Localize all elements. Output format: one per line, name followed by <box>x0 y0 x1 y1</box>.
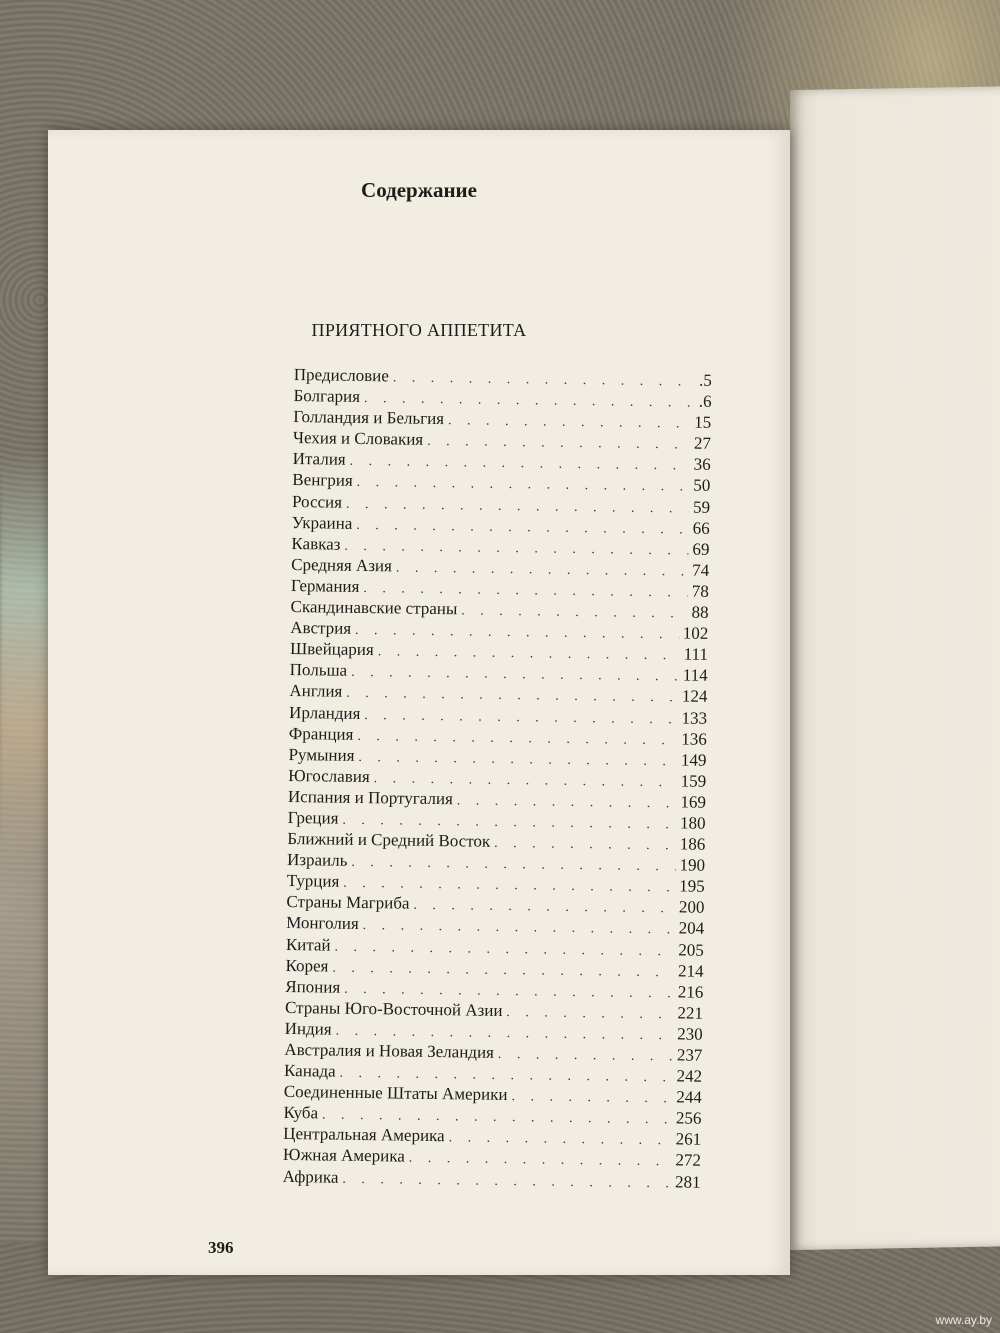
toc-entry-title: Англия <box>289 681 343 702</box>
toc-entry-title: Венгрия <box>292 470 353 491</box>
toc-entry-title: Польша <box>289 660 348 681</box>
toc-entry-title: Ближний и Средний Восток <box>287 829 491 851</box>
toc-entry-title: Болгария <box>293 386 361 407</box>
section-title: ПРИЯТНОГО АППЕТИТА <box>311 320 527 340</box>
dot-leader <box>506 1002 673 1025</box>
toc-entry-title: Скандинавские страны <box>290 597 458 619</box>
toc-entry-page: 205 <box>678 939 704 960</box>
toc-entry-page: 36 <box>693 454 711 475</box>
toc-entry-page: 102 <box>682 623 709 643</box>
toc-entry-title: Швейцария <box>289 639 374 660</box>
toc-entry-title: Центральная Америка <box>283 1124 445 1146</box>
toc-entry-page: 242 <box>676 1066 703 1086</box>
dot-leader <box>457 790 677 814</box>
toc-entry-page: 50 <box>693 476 711 496</box>
page-heading: Содержание <box>361 178 477 202</box>
dot-leader <box>448 1128 671 1152</box>
toc-entry-title: Канада <box>284 1061 336 1081</box>
book-page <box>48 130 790 1275</box>
toc-entry-title: Украина <box>291 512 353 533</box>
toc-entry-title: Австрия <box>290 618 352 638</box>
toc-entry-page: 237 <box>676 1045 703 1065</box>
toc-entry-page: 261 <box>675 1129 702 1150</box>
toc-entry-title: Германия <box>290 575 360 596</box>
toc-entry-title: Кавказ <box>291 533 341 554</box>
toc-entry-page: 186 <box>679 834 706 854</box>
toc-entry-title: Италия <box>292 449 346 470</box>
toc-entry-page: 204 <box>678 918 705 939</box>
next-page-edge <box>790 86 1000 1250</box>
dot-leader <box>511 1086 672 1109</box>
toc-entry-page: 244 <box>676 1087 702 1107</box>
toc-entry-page: 88 <box>691 602 709 622</box>
toc-entry-title: Средняя Азия <box>291 554 393 576</box>
toc-entry-title: Австралия и Новая Зеландия <box>284 1039 495 1062</box>
toc-entry-page: 216 <box>677 982 704 1002</box>
page-number: 396 <box>208 1238 234 1257</box>
toc-entry-title: Предисловие <box>293 364 390 386</box>
toc-entry-page: 230 <box>677 1024 703 1044</box>
toc-entry-page: 133 <box>681 707 708 728</box>
toc-entry-page: 169 <box>680 792 707 812</box>
toc-entry-title: Африка <box>282 1166 339 1187</box>
toc-entry-title: Голландия и Бельгия <box>293 407 445 429</box>
toc-entry-page: 66 <box>692 518 710 538</box>
toc-entry-title: Индия <box>284 1018 332 1039</box>
toc-entry-page: 190 <box>679 855 706 875</box>
dot-leader <box>498 1044 673 1067</box>
toc-entry-title: Чехия и Словакия <box>292 428 424 450</box>
toc-entry-title: Турция <box>286 871 340 891</box>
toc-entry-title: Куба <box>283 1103 319 1123</box>
toc-entry-page: 214 <box>677 961 704 981</box>
toc-entry-page: 195 <box>679 876 705 897</box>
toc-entry-title: Франция <box>288 723 354 744</box>
toc-entry-title: Корея <box>285 955 329 976</box>
toc-entry-page: 111 <box>683 644 709 665</box>
toc-entry-title: Израиль <box>286 850 348 870</box>
toc-entry-title: Страны Юго-Восточной Азии <box>284 997 503 1020</box>
toc-entry-page: .6 <box>698 391 712 411</box>
toc-entry-title: Испания и Португалия <box>287 786 453 809</box>
toc-entry-page: 74 <box>692 560 710 580</box>
toc-entry-page: .5 <box>698 370 712 390</box>
dot-leader <box>461 600 688 624</box>
toc-entry-title: Южная Америка <box>282 1145 405 1167</box>
toc-entry-page: 124 <box>681 686 708 707</box>
dot-leader <box>342 1168 671 1194</box>
toc-entry-page: 200 <box>678 897 705 918</box>
toc-entry-page: 136 <box>681 729 707 749</box>
toc-entry-page: 159 <box>680 771 707 791</box>
toc-entry-title: Греция <box>287 807 339 828</box>
toc-entry-page: 15 <box>694 412 712 433</box>
toc-entry-title: Румыния <box>288 744 355 765</box>
toc-entry-title: Монголия <box>286 913 359 934</box>
toc-entry-page: 272 <box>675 1150 702 1171</box>
watermark: www.ay.by <box>935 1313 992 1327</box>
toc-entry-page: 69 <box>692 539 710 559</box>
toc-entry-page: 221 <box>677 1003 704 1023</box>
toc-entry-page: 180 <box>679 813 706 833</box>
toc-entry-page: 27 <box>693 433 712 454</box>
toc-entry-page: 114 <box>682 665 708 686</box>
toc-entry-title: Япония <box>285 976 341 997</box>
toc-entry-title: Китай <box>285 934 331 955</box>
toc-entry-title: Ирландия <box>289 702 361 723</box>
toc-entry-page: 149 <box>680 750 707 770</box>
toc-entry-page: 281 <box>674 1171 701 1192</box>
toc-entry-title: Россия <box>291 491 343 512</box>
dot-leader <box>494 833 676 857</box>
toc-entry-page: 59 <box>692 497 711 517</box>
table-of-contents <box>283 364 712 1192</box>
toc-entry-page: 78 <box>691 581 710 601</box>
toc-entry-title: Соединенные Штаты Америки <box>283 1082 508 1105</box>
toc-entry-title: Страны Магриба <box>286 892 410 914</box>
toc-entry-page: 256 <box>675 1108 702 1129</box>
toc-entry-title: Югославия <box>288 765 370 786</box>
